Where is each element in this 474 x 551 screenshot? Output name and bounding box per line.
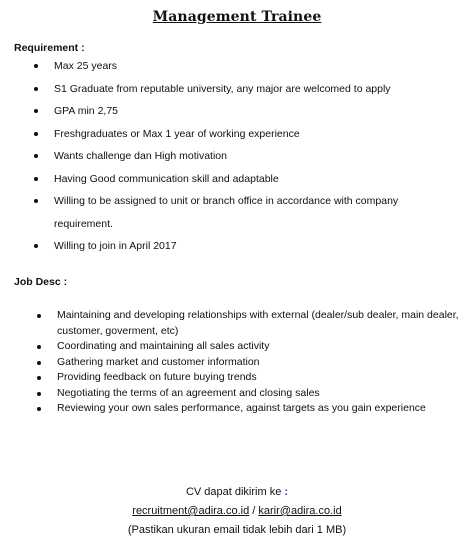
cv-colon: : [284,486,289,498]
karir-email-link[interactable]: karir@adira.co.id [258,505,342,517]
list-item [0,308,474,339]
list-item-text: Willing to be assigned to unit or branch office in accordance with company requirement. [54,195,399,230]
list-item-text: Having Good communication skill and adaptable [54,172,279,185]
job-desc-heading: Job Desc : [14,276,68,288]
list-item [0,78,474,101]
page-title: Management Trainee [152,9,322,25]
bullet-icon [34,244,38,248]
list-item [0,168,474,191]
bullet-icon [34,64,38,68]
bullet-icon [34,109,38,113]
list-item [0,355,474,371]
requirement-heading: Requirement : [14,42,85,54]
cv-instruction [0,486,474,498]
list-item [0,339,474,355]
list-item [0,401,474,417]
list-item-text: Negotiating the terms of an agreement and closing sales [57,386,320,399]
list-item [0,55,474,78]
email-size-note: (Pastikan ukuran email tidak lebih dari 1 MB) [127,524,347,536]
bullet-icon [34,177,38,181]
job-desc-list [0,308,474,417]
bullet-icon [37,407,41,411]
list-item-text: Gathering market and customer information [57,355,260,368]
bullet-icon [37,392,41,396]
list-item-text: S1 Graduate from reputable university, any major are welcomed to apply [54,82,391,95]
list-item-text: Coordinating and maintaining all sales activity [57,340,270,352]
list-item-text: Reviewing your own sales performance, against targets as you gain experience [57,402,426,414]
bullet-icon [34,132,38,136]
list-item-text: Willing to join in April 2017 [54,240,177,252]
bullet-icon [34,87,38,91]
list-item [0,386,474,402]
list-item [0,123,474,146]
requirement-list [0,55,474,258]
list-item-text: Freshgraduates or Max 1 year of working experience [54,127,300,140]
list-item-text: Max 25 years [54,60,118,72]
list-item-text: Providing feedback on future buying trends [57,371,257,383]
bullet-icon [37,314,41,318]
list-item-text: Wants challenge dan High motivation [54,150,227,162]
list-item [0,100,474,123]
list-item [0,235,474,258]
bullet-icon [34,199,38,203]
list-item [0,190,474,235]
cv-instruction-text: CV dapat dikirim ke [185,486,282,498]
recruitment-email-link[interactable]: recruitment@adira.co.id [132,505,250,517]
bullet-icon [37,345,41,349]
bullet-icon [37,361,41,365]
list-item-text: Maintaining and developing relationships with external (dealer/sub dealer, main dealer, customer, goverment, etc) [57,309,459,337]
list-item [0,370,474,386]
email-separator: / [249,505,259,517]
list-item [0,145,474,168]
list-item-text: GPA min 2,75 [54,105,119,117]
email-line [0,505,474,517]
bullet-icon [37,376,41,380]
bullet-icon [34,154,38,158]
